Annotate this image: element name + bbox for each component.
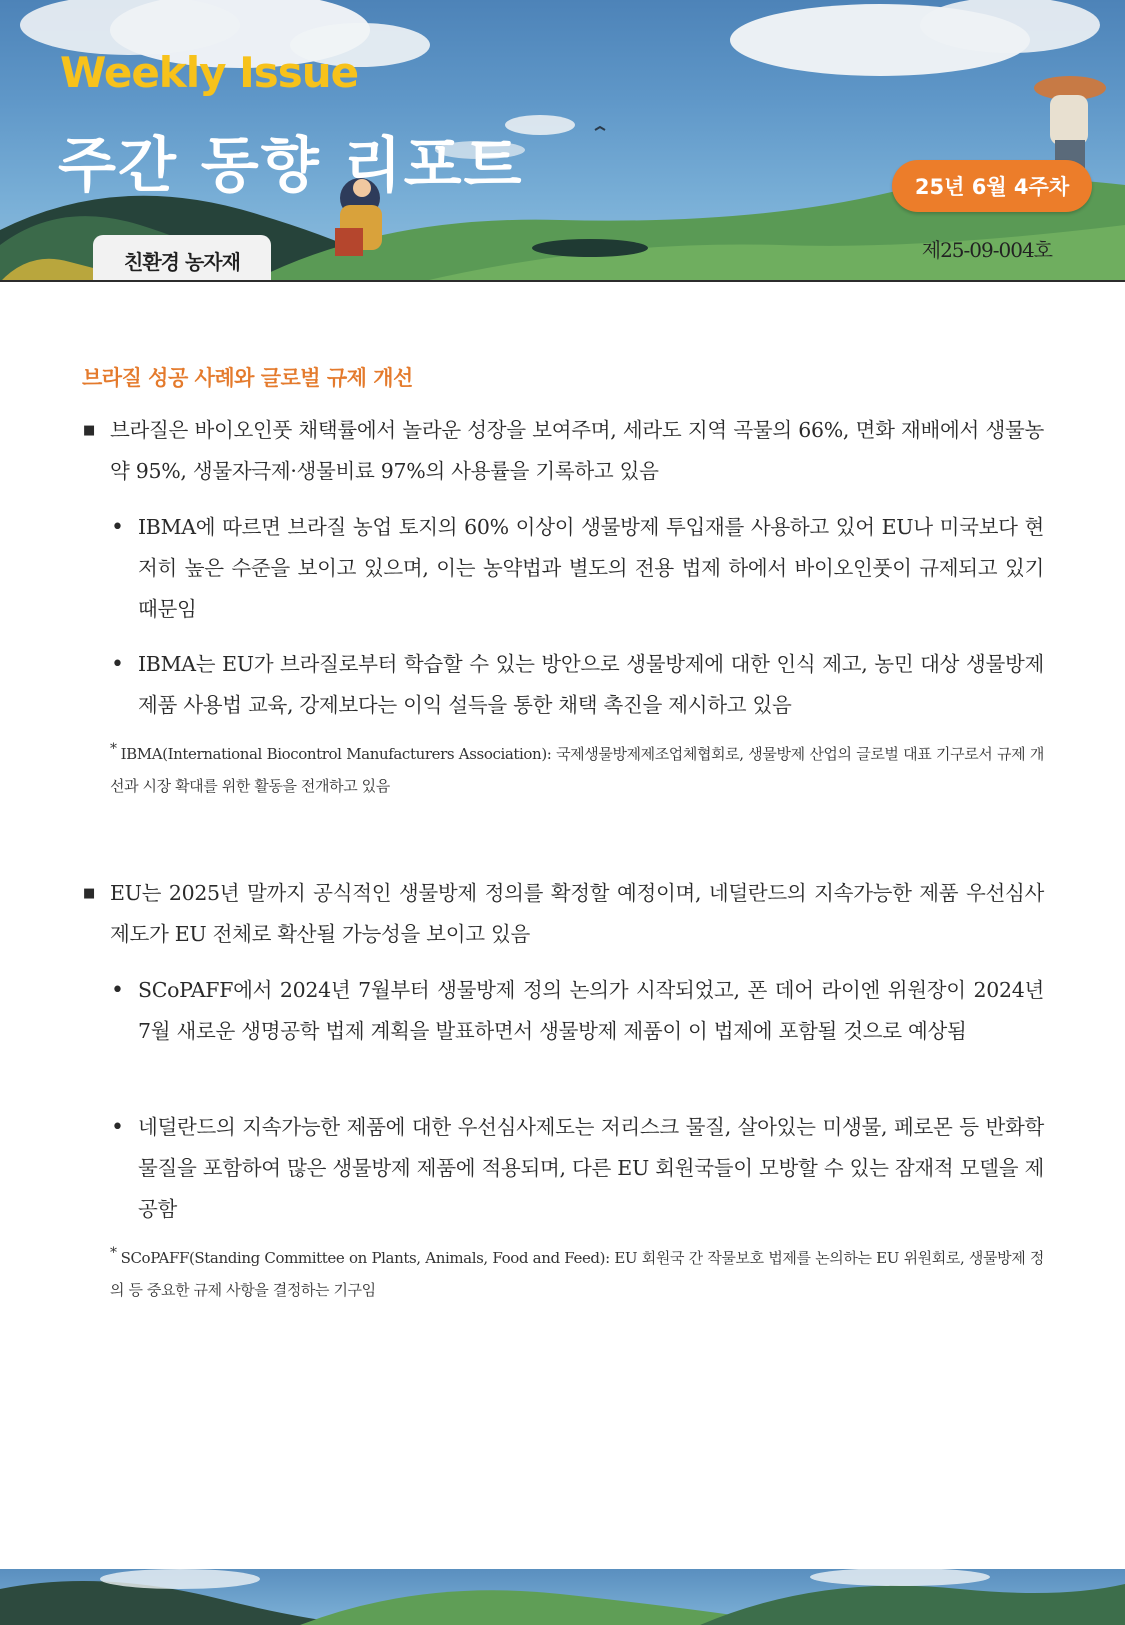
footnote-text: IBMA(International Biocontrol Manufacturers Association): 국제생물방제제조업체협회로, 생물방제 산업의 글로벌 대표 기구로서 규제 개선과 시장 확대를 위한 활동을 전개하고 있음 [110,745,1044,795]
main-point-text: 브라질은 바이오인풋 채택률에서 놀라운 성장을 보여주며, 세라도 지역 곡물의 66%, 면화 재배에서 생물농약 95%, 생물자극제·생물비료 97%의 사용률을 기록하고 있음 [110,418,1044,483]
date-badge: 25년 6월 4주차 [892,160,1092,212]
dot-bullet-icon: • [111,515,124,540]
sub-point-text: IBMA에 따르면 브라질 농업 토지의 60% 이상이 생물방제 투입재를 사용하고 있어 EU나 미국보다 현저히 높은 수준을 보이고 있으며, 이는 농약법과 별도의 전용 법제 하에서 바이오인풋이 규제되고 있기 때문임 [138,515,1044,621]
sub-point-text: IBMA는 EU가 브라질로부터 학습할 수 있는 방안으로 생물방제에 대한 인식 제고, 농민 대상 생물방제 제품 사용법 교육, 강제보다는 이익 설득을 통한 채택 촉진을 제시하고 있음 [138,652,1044,717]
main-point [83,873,1044,955]
square-bullet-icon: ■ [83,886,95,901]
sub-point [111,1107,1044,1230]
report-title: 주간 동향 리포트 [58,131,524,201]
main-point-text: EU는 2025년 말까지 공식적인 생물방제 정의를 확정할 예정이며, 네덜란드의 지속가능한 제품 우선심사제도가 EU 전체로 확산될 가능성을 보이고 있음 [110,881,1044,946]
square-bullet-icon: ■ [83,423,95,438]
sub-point [111,970,1044,1052]
footer-landscape [0,1569,1125,1625]
footer-illustration [0,1569,1125,1625]
issue-number: 제25-09-004호 [921,238,1052,262]
footnote [110,1242,1044,1306]
footnote-asterisk: * [110,1245,117,1261]
footnote [110,738,1044,802]
sub-point-text: 네덜란드의 지속가능한 제품에 대한 우선심사제도는 저리스크 물질, 살아있는 미생물, 페로몬 등 반화학물질을 포함하여 많은 생물방제 제품에 적용되며, 다른 EU 회원국들이 모방할 수 있는 잠재적 모델을 제공함 [138,1115,1044,1221]
banner-divider [0,280,1125,282]
dot-bullet-icon: • [111,978,124,1003]
dot-bullet-icon: • [111,1115,124,1140]
footnote-text: SCoPAFF(Standing Committee on Plants, Animals, Food and Feed): EU 회원국 간 작물보호 법제를 논의하는 EU 위원회로, 생물방제 정의 등 중요한 규제 사항을 결정하는 기구임 [110,1249,1044,1299]
sub-point [111,644,1044,726]
category-tab: 친환경 농자재 [93,235,271,282]
sub-point [111,507,1044,630]
footnote-asterisk: * [110,741,117,757]
header-banner [0,0,1125,282]
brand-title-english: Weekly Issue [60,48,359,97]
sub-point-text: SCoPAFF에서 2024년 7월부터 생물방제 정의 논의가 시작되었고, 폰 데어 라이엔 위원장이 2024년 7월 새로운 생명공학 법제 계획을 발표하면서 생물방제 제품이 이 법제에 포함될 것으로 예상됨 [138,978,1044,1043]
dot-bullet-icon: • [111,652,124,677]
section-title: 브라질 성공 사례와 글로벌 규제 개선 [82,366,413,390]
main-point [83,410,1044,492]
